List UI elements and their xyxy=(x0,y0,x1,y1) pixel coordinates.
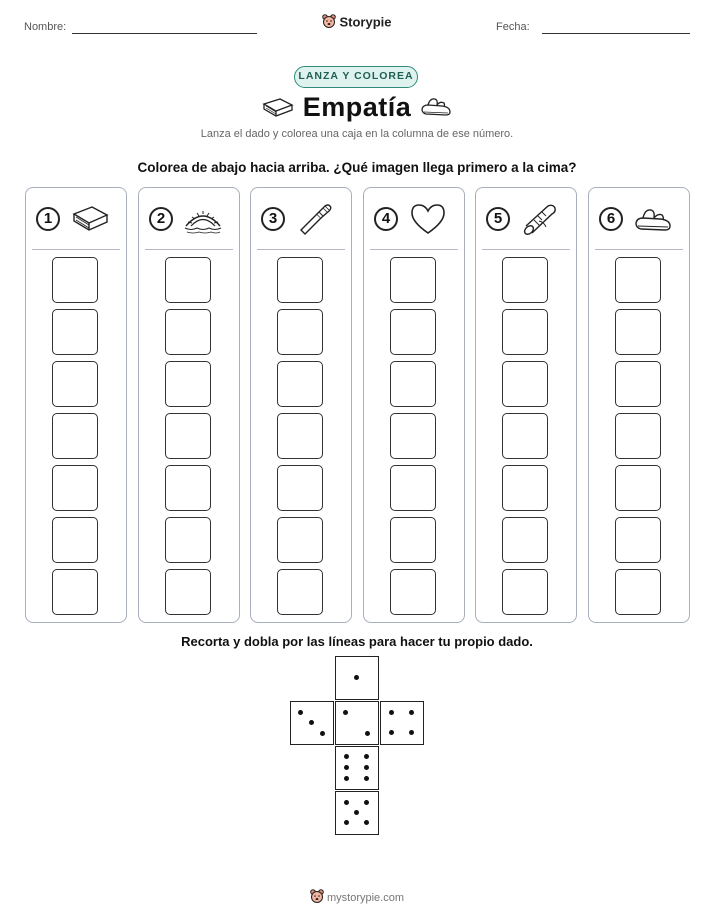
color-box[interactable] xyxy=(52,257,98,303)
color-box[interactable] xyxy=(52,413,98,459)
book-icon xyxy=(70,202,110,236)
die-face-3 xyxy=(290,701,334,745)
sandal-icon xyxy=(633,202,673,236)
color-box[interactable] xyxy=(502,361,548,407)
color-box[interactable] xyxy=(52,309,98,355)
color-box[interactable] xyxy=(390,361,436,407)
die-face-5 xyxy=(335,791,379,835)
color-box[interactable] xyxy=(390,309,436,355)
footer xyxy=(0,889,714,907)
die-face-1 xyxy=(335,656,379,700)
color-box[interactable] xyxy=(165,569,211,615)
cut-instruction: Recorta y dobla por las líneas para hacer tu propio dado. xyxy=(181,634,533,649)
subtitle: Lanza el dado y colorea una caja en la columna de ese número. xyxy=(200,128,514,140)
column-divider xyxy=(482,249,570,250)
color-box[interactable] xyxy=(52,465,98,511)
color-box[interactable] xyxy=(277,569,323,615)
chisel-icon xyxy=(295,202,335,236)
column-divider xyxy=(370,249,458,250)
column-6 xyxy=(588,187,690,623)
column-3 xyxy=(250,187,352,623)
scroll-icon xyxy=(520,202,560,236)
column-divider xyxy=(145,249,233,250)
color-box[interactable] xyxy=(390,517,436,563)
color-box[interactable] xyxy=(277,413,323,459)
column-divider xyxy=(595,249,683,250)
footer-url[interactable]: mystorypie.com xyxy=(326,891,405,904)
column-number: 1 xyxy=(36,207,60,231)
color-box[interactable] xyxy=(390,413,436,459)
column-5 xyxy=(475,187,577,623)
color-box[interactable] xyxy=(390,465,436,511)
color-box[interactable] xyxy=(502,465,548,511)
column-number: 5 xyxy=(486,207,510,231)
column-divider xyxy=(32,249,120,250)
color-box[interactable] xyxy=(502,413,548,459)
color-box[interactable] xyxy=(615,517,661,563)
column-number: 3 xyxy=(261,207,285,231)
color-box[interactable] xyxy=(277,257,323,303)
color-box[interactable] xyxy=(277,465,323,511)
die-net xyxy=(290,656,426,836)
color-box[interactable] xyxy=(165,309,211,355)
color-box[interactable] xyxy=(502,257,548,303)
color-box[interactable] xyxy=(52,361,98,407)
date-label: Fecha: xyxy=(496,21,530,33)
color-box[interactable] xyxy=(165,413,211,459)
color-box[interactable] xyxy=(277,309,323,355)
color-box[interactable] xyxy=(502,569,548,615)
color-box[interactable] xyxy=(277,361,323,407)
color-box[interactable] xyxy=(615,413,661,459)
column-4 xyxy=(363,187,465,623)
instruction: Colorea de abajo hacia arriba. ¿Qué imagen llega primero a la cima? xyxy=(137,160,577,175)
column-1 xyxy=(25,187,127,623)
column-number: 6 xyxy=(599,207,623,231)
activity-badge: LANZA Y COLOREA xyxy=(294,66,418,88)
date-line[interactable] xyxy=(542,33,690,34)
die-face-4 xyxy=(380,701,424,745)
color-box[interactable] xyxy=(165,361,211,407)
color-box[interactable] xyxy=(502,309,548,355)
color-box[interactable] xyxy=(52,569,98,615)
page-title: Empatía xyxy=(302,92,412,122)
brand-name: Storypie xyxy=(339,14,392,30)
name-line[interactable] xyxy=(72,33,257,34)
color-box[interactable] xyxy=(390,569,436,615)
color-box[interactable] xyxy=(615,257,661,303)
color-box[interactable] xyxy=(277,517,323,563)
column-number: 4 xyxy=(374,207,398,231)
color-box[interactable] xyxy=(52,517,98,563)
color-box[interactable] xyxy=(165,517,211,563)
column-divider xyxy=(257,249,345,250)
brand-logo xyxy=(0,14,714,32)
color-box[interactable] xyxy=(615,465,661,511)
name-label: Nombre: xyxy=(24,21,67,33)
color-box[interactable] xyxy=(615,361,661,407)
heart-icon xyxy=(408,202,448,236)
bear-logo-icon xyxy=(322,14,336,32)
column-2 xyxy=(138,187,240,623)
die-face-6 xyxy=(335,746,379,790)
bridge-icon xyxy=(183,202,223,236)
color-box[interactable] xyxy=(615,309,661,355)
sandal-icon xyxy=(420,94,452,118)
color-box[interactable] xyxy=(165,257,211,303)
bear-logo-icon xyxy=(310,889,324,907)
color-box[interactable] xyxy=(165,465,211,511)
color-box[interactable] xyxy=(615,569,661,615)
die-face-2 xyxy=(335,701,379,745)
color-box[interactable] xyxy=(390,257,436,303)
column-number: 2 xyxy=(149,207,173,231)
color-box[interactable] xyxy=(502,517,548,563)
